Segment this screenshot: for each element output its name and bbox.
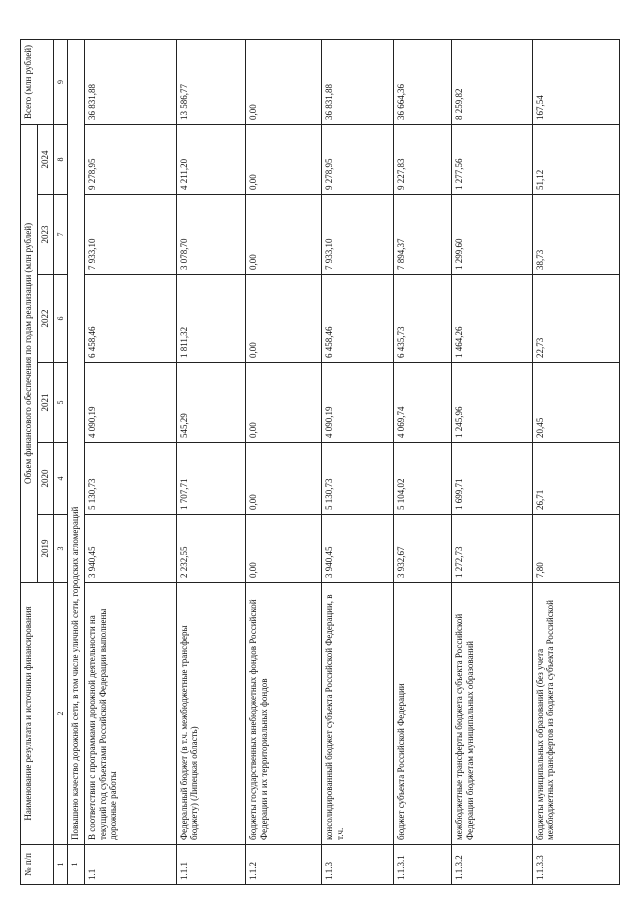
column-numbers-row <box>54 39 68 884</box>
column-number: 3 <box>54 515 68 583</box>
table-row <box>177 39 246 884</box>
value-total: 167,54 <box>532 39 619 124</box>
value-2019: 3 940,45 <box>85 515 177 583</box>
value-total: 8 259,82 <box>452 39 533 124</box>
value-2022: 0,00 <box>246 275 322 363</box>
row-number: 1.1.1 <box>177 845 246 885</box>
value-2019: 1 272,73 <box>452 515 533 583</box>
header-year: 2023 <box>38 195 54 275</box>
column-number: 6 <box>54 275 68 363</box>
row-name: бюджеты муниципальных образований (без учета межбюджетных трансфертов из бюджета субъекта Российской <box>532 583 619 845</box>
value-total: 36 831,88 <box>322 39 394 124</box>
value-2023: 3 078,70 <box>177 195 246 275</box>
table-row <box>246 39 322 884</box>
table-row <box>394 39 452 884</box>
value-2023: 7 933,10 <box>85 195 177 275</box>
value-2021: 20,45 <box>532 363 619 443</box>
value-2024: 1 277,56 <box>452 124 533 194</box>
column-number: 7 <box>54 195 68 275</box>
value-2019: 3 940,45 <box>322 515 394 583</box>
value-2019: 0,00 <box>246 515 322 583</box>
row-number: 1.1 <box>85 845 177 885</box>
section-number: 1 <box>68 845 85 885</box>
row-name: консолидированный бюджет субъекта Российской Федерации, в т.ч. <box>322 583 394 845</box>
header-year: 2020 <box>38 443 54 515</box>
value-2020: 5 104,02 <box>394 443 452 515</box>
value-2021: 4 069,74 <box>394 363 452 443</box>
value-2023: 7 894,37 <box>394 195 452 275</box>
row-name: бюджеты государственных внебюджетных фондов Российской Федерации и их территориальных фондов <box>246 583 322 845</box>
column-number: 8 <box>54 124 68 194</box>
row-number: 1.1.2 <box>246 845 322 885</box>
row-number: 1.1.3.1 <box>394 845 452 885</box>
header-year: 2022 <box>38 275 54 363</box>
value-2023: 38,73 <box>532 195 619 275</box>
table-row <box>322 39 394 884</box>
value-total: 0,00 <box>246 39 322 124</box>
value-2024: 9 227,83 <box>394 124 452 194</box>
value-2019: 2 232,55 <box>177 515 246 583</box>
value-2023: 7 933,10 <box>322 195 394 275</box>
row-name: В соответствии с программами дорожной деятельности на текущий год субъектами Российской Федерации выполнены дорожные работы <box>85 583 177 845</box>
value-total: 36 831,88 <box>85 39 177 124</box>
column-number: 4 <box>54 443 68 515</box>
table-row <box>452 39 533 884</box>
value-total: 36 664,36 <box>394 39 452 124</box>
section-title: Повышено качество дорожной сети, в том числе уличной сети, городских агломераций <box>68 39 85 844</box>
value-2024: 9 278,95 <box>322 124 394 194</box>
value-2019: 7,80 <box>532 515 619 583</box>
value-2021: 545,29 <box>177 363 246 443</box>
value-2021: 1 245,96 <box>452 363 533 443</box>
header-row-top <box>21 39 38 884</box>
header-year: 2024 <box>38 124 54 194</box>
column-number: 9 <box>54 39 68 124</box>
column-number: 2 <box>54 583 68 845</box>
header-no: № п/п <box>21 845 54 885</box>
financing-table <box>20 39 620 885</box>
value-total: 13 586,77 <box>177 39 246 124</box>
value-2020: 1 699,71 <box>452 443 533 515</box>
value-2020: 1 707,71 <box>177 443 246 515</box>
value-2020: 5 130,73 <box>322 443 394 515</box>
value-2022: 6 458,46 <box>85 275 177 363</box>
row-name: Федеральный бюджет (в т.ч. межбюджетные трансферы бюджету) (Липецкая область) <box>177 583 246 845</box>
row-name: межбюджетные трансферты бюджета субъекта Российской Федерации бюджетам муниципальных образований <box>452 583 533 845</box>
value-2021: 4 090,19 <box>85 363 177 443</box>
value-2023: 1 299,60 <box>452 195 533 275</box>
table-row <box>532 39 619 884</box>
value-2019: 3 932,67 <box>394 515 452 583</box>
column-number: 5 <box>54 363 68 443</box>
row-name: бюджет субъекта Российской Федерации <box>394 583 452 845</box>
value-2021: 4 090,19 <box>322 363 394 443</box>
section-row <box>68 39 85 884</box>
row-number: 1.1.3.3 <box>532 845 619 885</box>
row-number: 1.1.3.2 <box>452 845 533 885</box>
value-2024: 9 278,95 <box>85 124 177 194</box>
value-2023: 0,00 <box>246 195 322 275</box>
value-2022: 22,73 <box>532 275 619 363</box>
header-volume: Объем финансового обеспечения по годам реализации (млн рублей) <box>21 124 38 582</box>
header-year: 2021 <box>38 363 54 443</box>
value-2022: 6 458,46 <box>322 275 394 363</box>
value-2022: 1 464,26 <box>452 275 533 363</box>
value-2022: 6 435,73 <box>394 275 452 363</box>
row-number: 1.1.3 <box>322 845 394 885</box>
value-2024: 51,12 <box>532 124 619 194</box>
value-2024: 0,00 <box>246 124 322 194</box>
header-name: Наименование результата и источники финансирования <box>21 583 54 845</box>
header-year: 2019 <box>38 515 54 583</box>
table-row <box>85 39 177 884</box>
value-2024: 4 211,20 <box>177 124 246 194</box>
rotated-table-wrapper <box>20 40 620 885</box>
value-2020: 26,71 <box>532 443 619 515</box>
header-total: Всего (млн рублей) <box>21 39 54 124</box>
column-number: 1 <box>54 845 68 885</box>
value-2021: 0,00 <box>246 363 322 443</box>
value-2020: 5 130,73 <box>85 443 177 515</box>
value-2022: 1 811,32 <box>177 275 246 363</box>
value-2020: 0,00 <box>246 443 322 515</box>
